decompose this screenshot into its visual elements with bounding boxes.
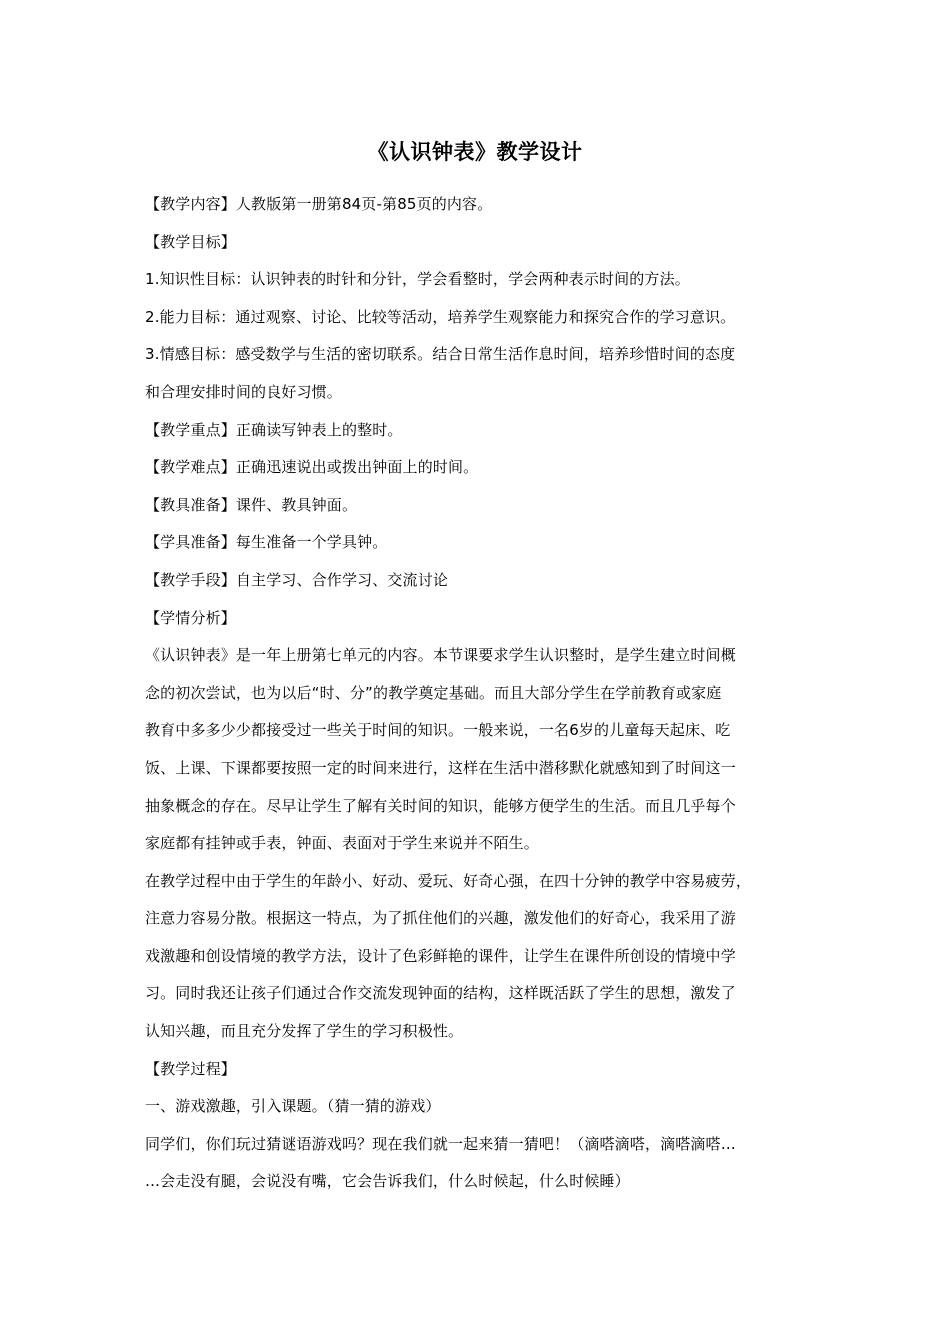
content-line: 【学具准备】每生准备一个学具钟。 — [145, 533, 388, 552]
content-line: 念的初次尝试，也为以后“时、分”的教学奠定基础。而且大部分学生在学前教育或家庭 — [145, 683, 722, 702]
content-line: 注意力容易分散。根据这一特点，为了抓住他们的兴趣，激发他们的好奇心，我采用了游 — [145, 909, 736, 928]
content-line: 习。同时我还让孩子们通过合作交流发现钟面的结构，这样既活跃了学生的思想，激发了 — [145, 984, 736, 1003]
content-line: 同学们，你们玩过猜谜语游戏吗？现在我们就一起来猜一猜吧！（滴嗒滴嗒，滴嗒滴嗒… — [145, 1134, 736, 1153]
content-line: 和合理安排时间的良好习惯。 — [145, 382, 342, 401]
content-line: 【教学手段】自主学习、合作学习、交流讨论 — [145, 570, 449, 589]
content-line: 【教学重点】正确读写钟表上的整时。 — [145, 420, 403, 439]
document-title: 《认识钟表》教学设计 — [367, 140, 583, 164]
document-body — [145, 186, 810, 1201]
content-line: 【学情分析】 — [145, 608, 236, 627]
content-line: 【教具准备】课件、教具钟面。 — [145, 495, 358, 514]
content-line: 认知兴趣，而且充分发挥了学生的学习积极性。 — [145, 1022, 464, 1041]
content-line: 【教学目标】 — [145, 232, 236, 251]
content-line: 饭、上课、下课都要按照一定的时间来进行，这样在生活中潜移默化就感知到了时间这一 — [145, 758, 736, 777]
content-line: …会走没有腿，会说没有嘴，它会告诉我们，什么时候起，什么时候睡） — [145, 1172, 630, 1191]
content-line: 1.知识性目标：认识钟表的时针和分针，学会看整时，学会两种表示时间的方法。 — [145, 270, 690, 289]
content-line: 《认识钟表》是一年上册第七单元的内容。本节课要求学生认识整时，是学生建立时间概 — [145, 646, 736, 665]
content-line: 【教学难点】正确迅速说出或拨出钟面上的时间。 — [145, 458, 479, 477]
content-line: 2.能力目标：通过观察、讨论、比较等活动，培养学生观察能力和探究合作的学习意识。 — [145, 307, 736, 326]
content-line: 【教学内容】人教版第一册第84页-第85页的内容。 — [145, 195, 493, 213]
content-line: 在教学过程中由于学生的年龄小、好动、爱玩、好奇心强，在四十分钟的教学中容易疲劳， — [145, 871, 752, 890]
content-line: 【教学过程】 — [145, 1059, 236, 1078]
content-line: 抽象概念的存在。尽早让学生了解有关时间的知识，能够方便学生的生活。而且几乎每个 — [145, 796, 736, 815]
content-line: 戏激趣和创设情境的教学方法，设计了色彩鲜艳的课件，让学生在课件所创设的情境中学 — [145, 946, 736, 965]
content-line: 一、游戏激趣，引入课题。（猜一猜的游戏） — [145, 1097, 441, 1116]
content-line: 家庭都有挂钟或手表，钟面、表面对于学生来说并不陌生。 — [145, 834, 539, 853]
content-line: 3.情感目标：感受数学与生活的密切联系。结合日常生活作息时间，培养珍惜时间的态度 — [145, 345, 736, 364]
content-line: 教育中多多少少都接受过一些关于时间的知识。一般来说，一名6岁的儿童每天起床、吃 — [145, 721, 731, 740]
